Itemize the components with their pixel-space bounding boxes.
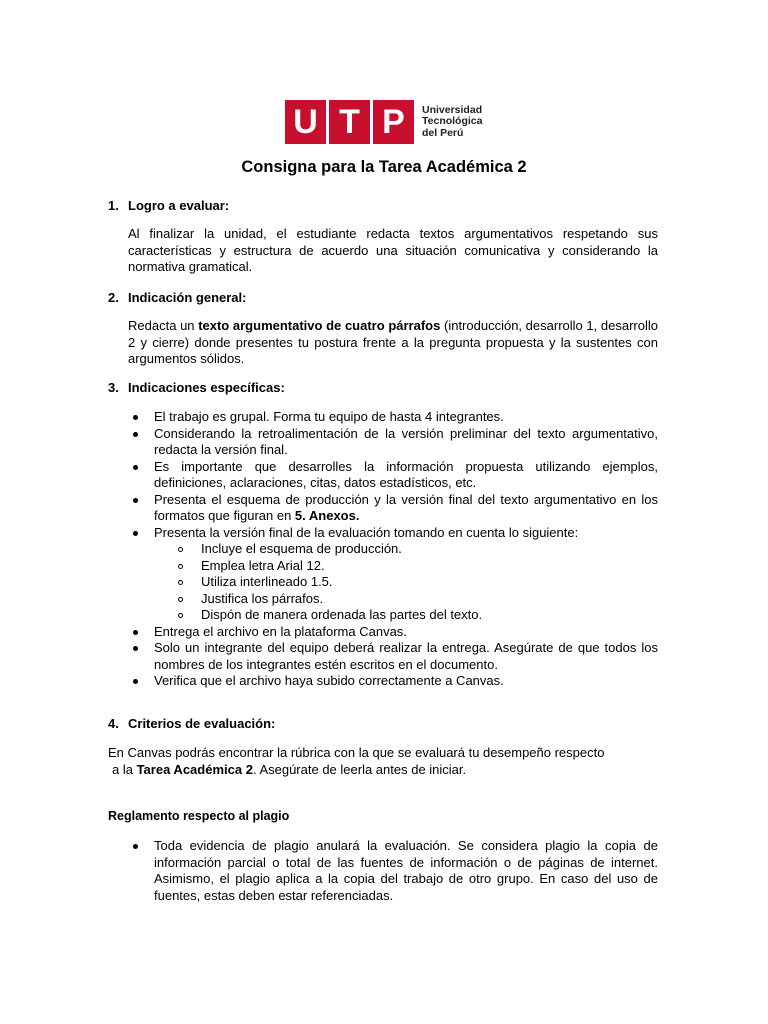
circle-bullet-icon: [178, 580, 183, 585]
logo-letter-t: T: [339, 103, 360, 141]
sub-list-item: Justifica los párrafos.: [130, 591, 658, 608]
list-item: Toda evidencia de plagio anulará la evaluación. Se considera plagio la copia de información parcial o total de las fuentes de información o de páginas de internet. Asimismo, el plagio aplica a la copia del trabajo de otro grupo. En caso del uso de fuentes, estas deben estar referenciadas.: [130, 838, 658, 904]
section-2-text: [128, 318, 658, 368]
section-3-title: Indicaciones específicas:: [128, 380, 285, 395]
list-item: Entrega el archivo en la plataforma Canvas.: [130, 624, 658, 641]
document-title: Consigna para la Tarea Académica 2: [241, 158, 527, 176]
bullet-icon: [133, 646, 138, 651]
bullet-icon: [133, 498, 138, 503]
list-item: Presenta la versión final de la evaluación tomando en cuenta lo siguiente:: [130, 525, 658, 542]
section-2-text-after: (introducción, desarrollo 1, desarrollo 2 y cierre) donde presentes tu postura frente a la pregunta propuesta y la sustentes con argumentos sólidos.: [128, 318, 658, 366]
section-1-text: Al finalizar la unidad, el estudiante redacta textos argumentativos respetando sus características y estructura de acuerdo una situación comunicativa y considerando la normativa gramatical.: [128, 226, 658, 274]
section-2-title: Indicación general:: [128, 290, 247, 305]
section-1-title: Logro a evaluar:: [128, 198, 230, 213]
section-1-heading: [108, 198, 229, 213]
sub-list-item: Emplea letra Arial 12.: [130, 558, 658, 575]
logo-wordmark: [422, 105, 482, 140]
circle-bullet-icon: [178, 597, 183, 602]
sub-list-item: Utiliza interlineado 1.5.: [130, 574, 658, 591]
list-item: Verifica que el archivo haya subido correctamente a Canvas.: [130, 673, 658, 690]
sub-list-item: Incluye el esquema de producción.: [130, 541, 658, 558]
anexos-reference: 5. Anexos.: [294, 508, 360, 523]
section-2-heading: [108, 290, 246, 305]
circle-bullet-icon: [178, 613, 183, 618]
circle-bullet-icon: [178, 564, 183, 569]
list-item: Es importante que desarrolles la información propuesta utilizando ejemplos, definiciones, aclaraciones, citas, datos estadísticos, etc.: [130, 459, 658, 492]
section-4-text: [108, 745, 658, 778]
section-4-heading: [108, 716, 275, 731]
section-3-number: 3.: [108, 380, 119, 395]
bullet-icon: [133, 844, 138, 849]
bullet-icon: [133, 465, 138, 470]
logo-letter-p: P: [382, 103, 405, 141]
list-item: Solo un integrante del equipo deberá realizar la entrega. Asegúrate de que todos los nombres de los integrantes estén escritos en el documento.: [130, 640, 658, 673]
section-4-title: Criterios de evaluación:: [128, 716, 276, 731]
bullet-icon: [133, 630, 138, 635]
bullet-icon: [133, 531, 138, 536]
logo-line-2: Tecnológica: [422, 115, 483, 128]
list-item: El trabajo es grupal. Forma tu equipo de hasta 4 integrantes.: [130, 409, 658, 426]
tarea-academica-reference: Tarea Académica 2: [136, 761, 253, 777]
logo-line-1: Universidad: [422, 103, 483, 116]
section-3-heading: [108, 380, 285, 395]
list-item: Considerando la retroalimentación de la versión preliminar del texto argumentativo, redacta la versión final.: [130, 426, 658, 459]
logo-line-3: del Perú: [422, 126, 464, 139]
section-2-text-before: Redacta un: [128, 318, 199, 333]
section-4-line-1: En Canvas podrás encontrar la rúbrica con la que se evaluará tu desempeño respecto: [108, 745, 605, 760]
bullet-icon: [133, 679, 138, 684]
list-item: Presenta el esquema de producción y la versión final del texto argumentativo en los formatos que figuran en 5. Anexos.: [130, 492, 658, 525]
utp-logo-mark: [285, 100, 414, 144]
section-3-bullet-list: [130, 409, 658, 690]
section-4-line-2: a la Tarea Académica 2. Asegúrate de leerla antes de iniciar.: [112, 761, 467, 777]
bullet-icon: [133, 415, 138, 420]
bullet-icon: [133, 432, 138, 437]
utp-logo: [285, 100, 482, 144]
section-4-number: 4.: [108, 716, 119, 731]
section-1-number: 1.: [108, 198, 119, 213]
section-2-number: 2.: [108, 290, 119, 305]
logo-letter-u: U: [293, 103, 318, 141]
plagio-heading: Reglamento respecto al plagio: [108, 809, 290, 823]
plagio-bullet-list: [130, 838, 658, 904]
circle-bullet-icon: [178, 547, 183, 552]
sub-list-item: Dispón de manera ordenada las partes del texto.: [130, 607, 658, 624]
section-2-text-bold: texto argumentativo de cuatro párrafos: [198, 318, 441, 333]
